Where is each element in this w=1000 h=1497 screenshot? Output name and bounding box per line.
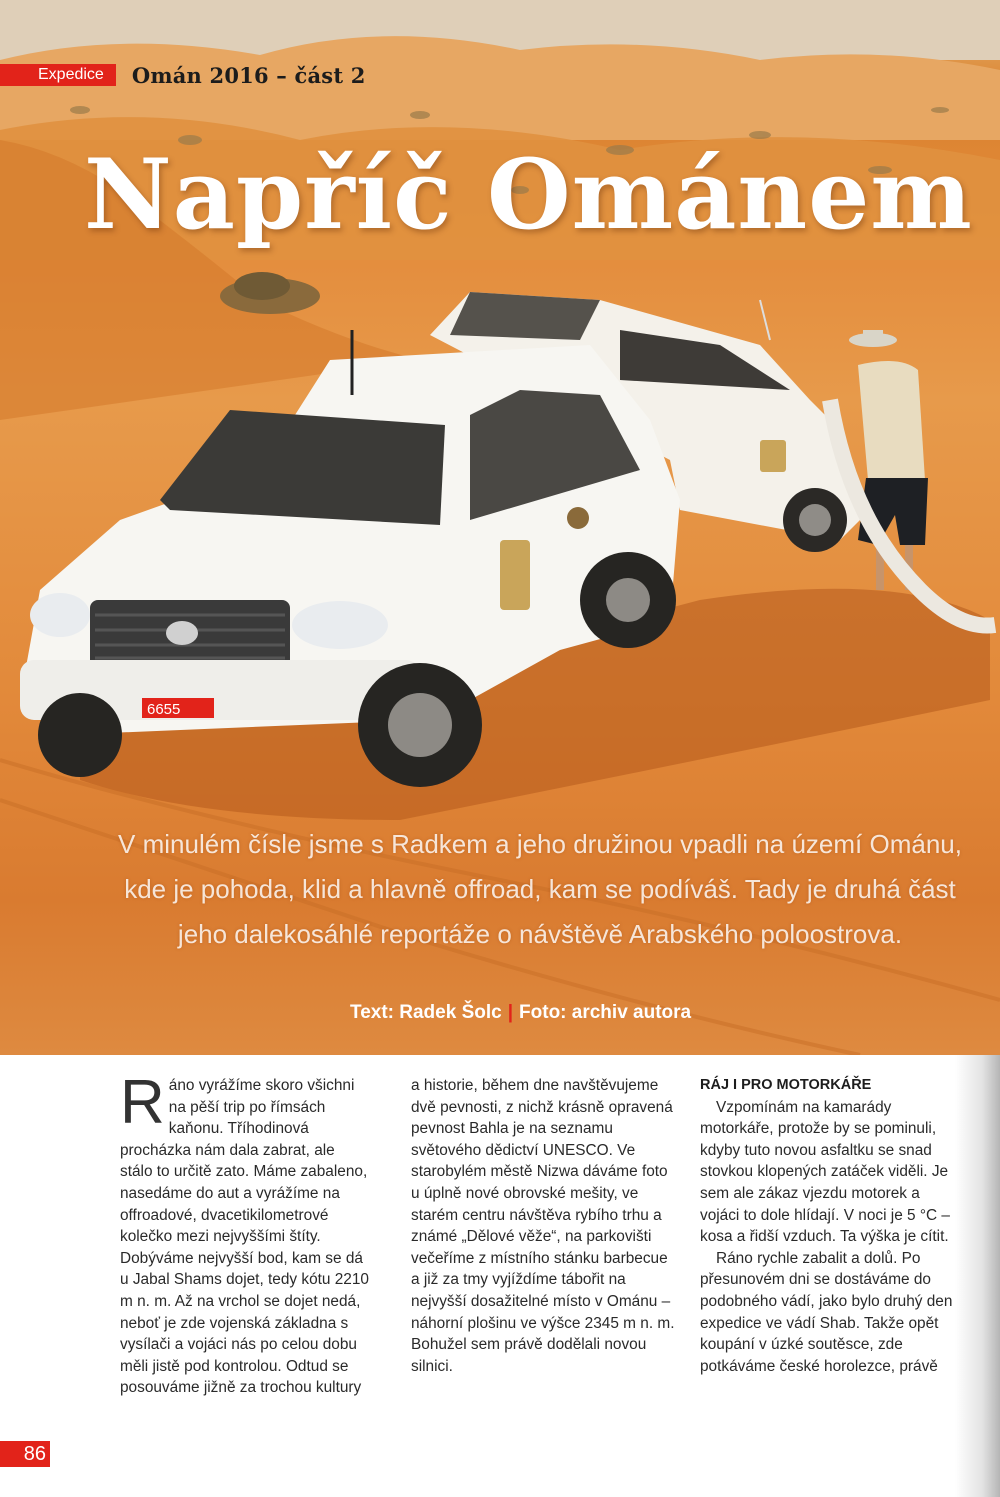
series-title: Omán 2016 – část 2 [131,62,366,88]
author-credit: Text: Radek Šolc [350,1002,502,1023]
headline: Napříč Ománem [84,138,973,251]
paragraph: Vzpomínám na kamarády motorkáře, protože by se pominuli, kdyby tuto novou asfaltku se snad stovkou klopených zatáček viděli. Je sem ale zákaz vjezdu motorek a vojáci to dole hlídají. V noci je 5 °C – kosa a řidší vzduch. Ta výška je cítit. [700,1098,950,1246]
person [830,330,995,626]
page-gutter [955,1055,1000,1497]
paragraph: Bohužel sem právě dodělali novou silnici. [411,1336,647,1375]
paragraph-text: áno vyrážíme skoro všichni na pěší trip po římsách kaňonu. Tříhodinová procházka nám dala zabrat, ale stálo to určitě zato. Máme zabaleno, nasedáme do aut a vyrážíme na offroadové, dvacetikilometrové kolečko mezi nejvyššími štíty. Dobýváme nejvyšší bod, kam se dá u Jabal Shams dojet, tedy kótu 2210 m n. m. Až na vrchol se dojet nedá, neboť je zde vojenská základna s vysílači a vojáci nás po celou dobu měli jistě pod kontrolou. Odtud se posouváme jižně za trochou kultury [120,1077,369,1397]
lede-paragraph: V minulém čísle jsme s Radkem a jeho družinou vpadli na území Ománu, kde je pohoda, klid a hlavně offroad, kam se podíváš. Tady je druhá část jeho dalekosáhlé reportáže o návštěvě Arabského poloostrova. [118,829,962,949]
subheading: RÁJ I PRO MOTORKÁŘE [700,1077,872,1093]
paragraph [120,1068,370,1399]
article-column-2 [411,1075,677,1377]
paragraph: Ráno rychle zabalit a dolů. Po přesunovém dni se dostáváme do podobného vádí, jako bylo druhý den expedice ve vádí Shab. Takže opět koupání v úzké soutěsce, zde potkáváme české horolezce, právě [700,1249,953,1375]
page-number: 86 [0,1441,50,1467]
svg-text:6655: 6655 [147,701,181,718]
drop-cap: R [120,1068,165,1137]
shrub [234,272,290,300]
credits [350,1002,691,1024]
article-column-1 [120,1068,370,1399]
section-tag: Expedice [0,64,116,86]
section-kicker [0,64,366,86]
credit-separator: | [507,1002,514,1023]
photo-credit: Foto: archiv autora [519,1002,692,1023]
article-column-3 [700,1075,958,1377]
paragraph: a historie, během dne navštěvujeme dvě pevnosti, z nichž krásně opravená pevnost Bahla je na seznamu světového dědictví UNESCO. Ve starobylém městě Nizwa dáváme foto u úplně nové obrovské mešity, ve starém centru návštěva rybího trhu a známé „Dělové věže“, na parkovišti večeříme z místního stánku barbecue a již za tmy vyjíždíme tábořit na nejvyšší dosažitelné místo v Ománu – náhorní plošinu ve výšce 2345 m n. m. [411,1077,675,1332]
